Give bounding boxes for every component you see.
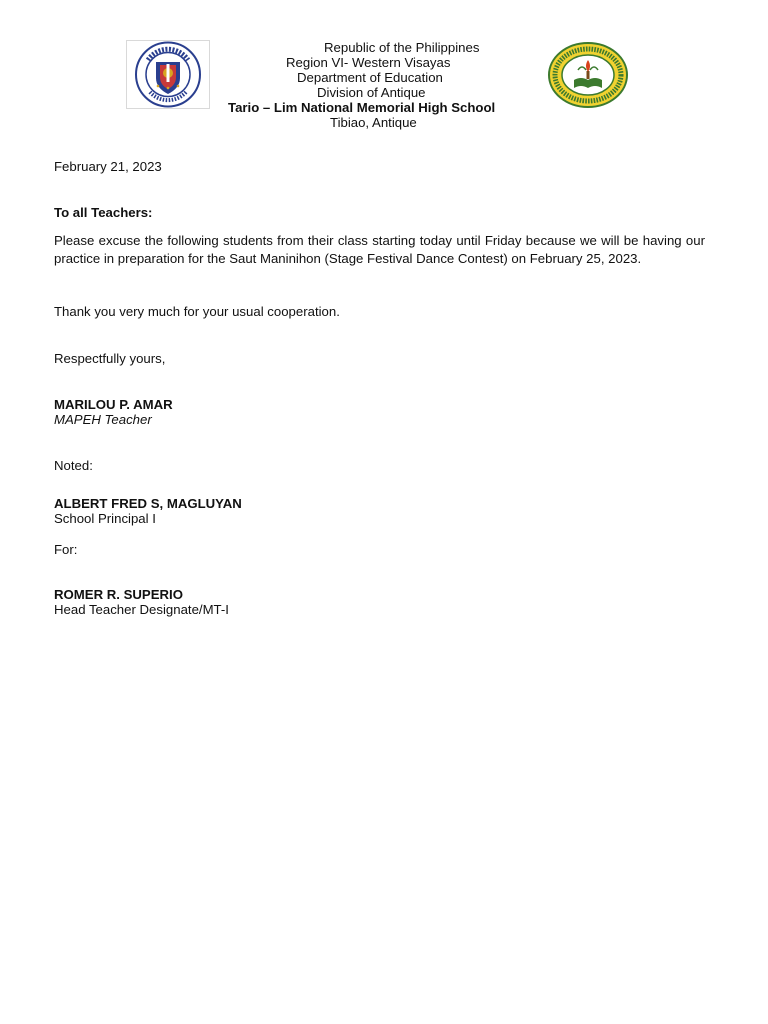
deped-seal-logo: [126, 40, 210, 109]
noted-label: Noted:: [54, 458, 93, 473]
letter-body-paragraph: Please excuse the following students from their class starting today until Friday because we will be having our practice in preparation for the Saut Maninihon (Stage Festival Dance Contest) on February 25, 2023.: [54, 233, 705, 266]
school-seal-logo: [548, 42, 628, 108]
principal-name: ALBERT FRED S, MAGLUYAN: [54, 496, 242, 511]
head-teacher-name: ROMER R. SUPERIO: [54, 587, 183, 602]
header-department: Department of Education: [297, 70, 443, 85]
head-teacher-title: Head Teacher Designate/MT-I: [54, 602, 229, 617]
for-label: For:: [54, 542, 78, 557]
header-location: Tibiao, Antique: [330, 115, 417, 130]
sender-title: MAPEH Teacher: [54, 412, 152, 427]
letter-thanks: Thank you very much for your usual cooperation.: [54, 304, 340, 319]
letter-date: February 21, 2023: [54, 159, 162, 174]
header-division: Division of Antique: [317, 85, 426, 100]
sender-name: MARILOU P. AMAR: [54, 397, 173, 412]
header-region: Region VI- Western Visayas: [286, 55, 451, 70]
letter-salutation: To all Teachers:: [54, 205, 153, 220]
header-republic: Republic of the Philippines: [324, 40, 480, 55]
letter-closing: Respectfully yours,: [54, 351, 166, 366]
header-school-name: Tario – Lim National Memorial High School: [228, 100, 496, 115]
principal-title: School Principal I: [54, 511, 156, 526]
